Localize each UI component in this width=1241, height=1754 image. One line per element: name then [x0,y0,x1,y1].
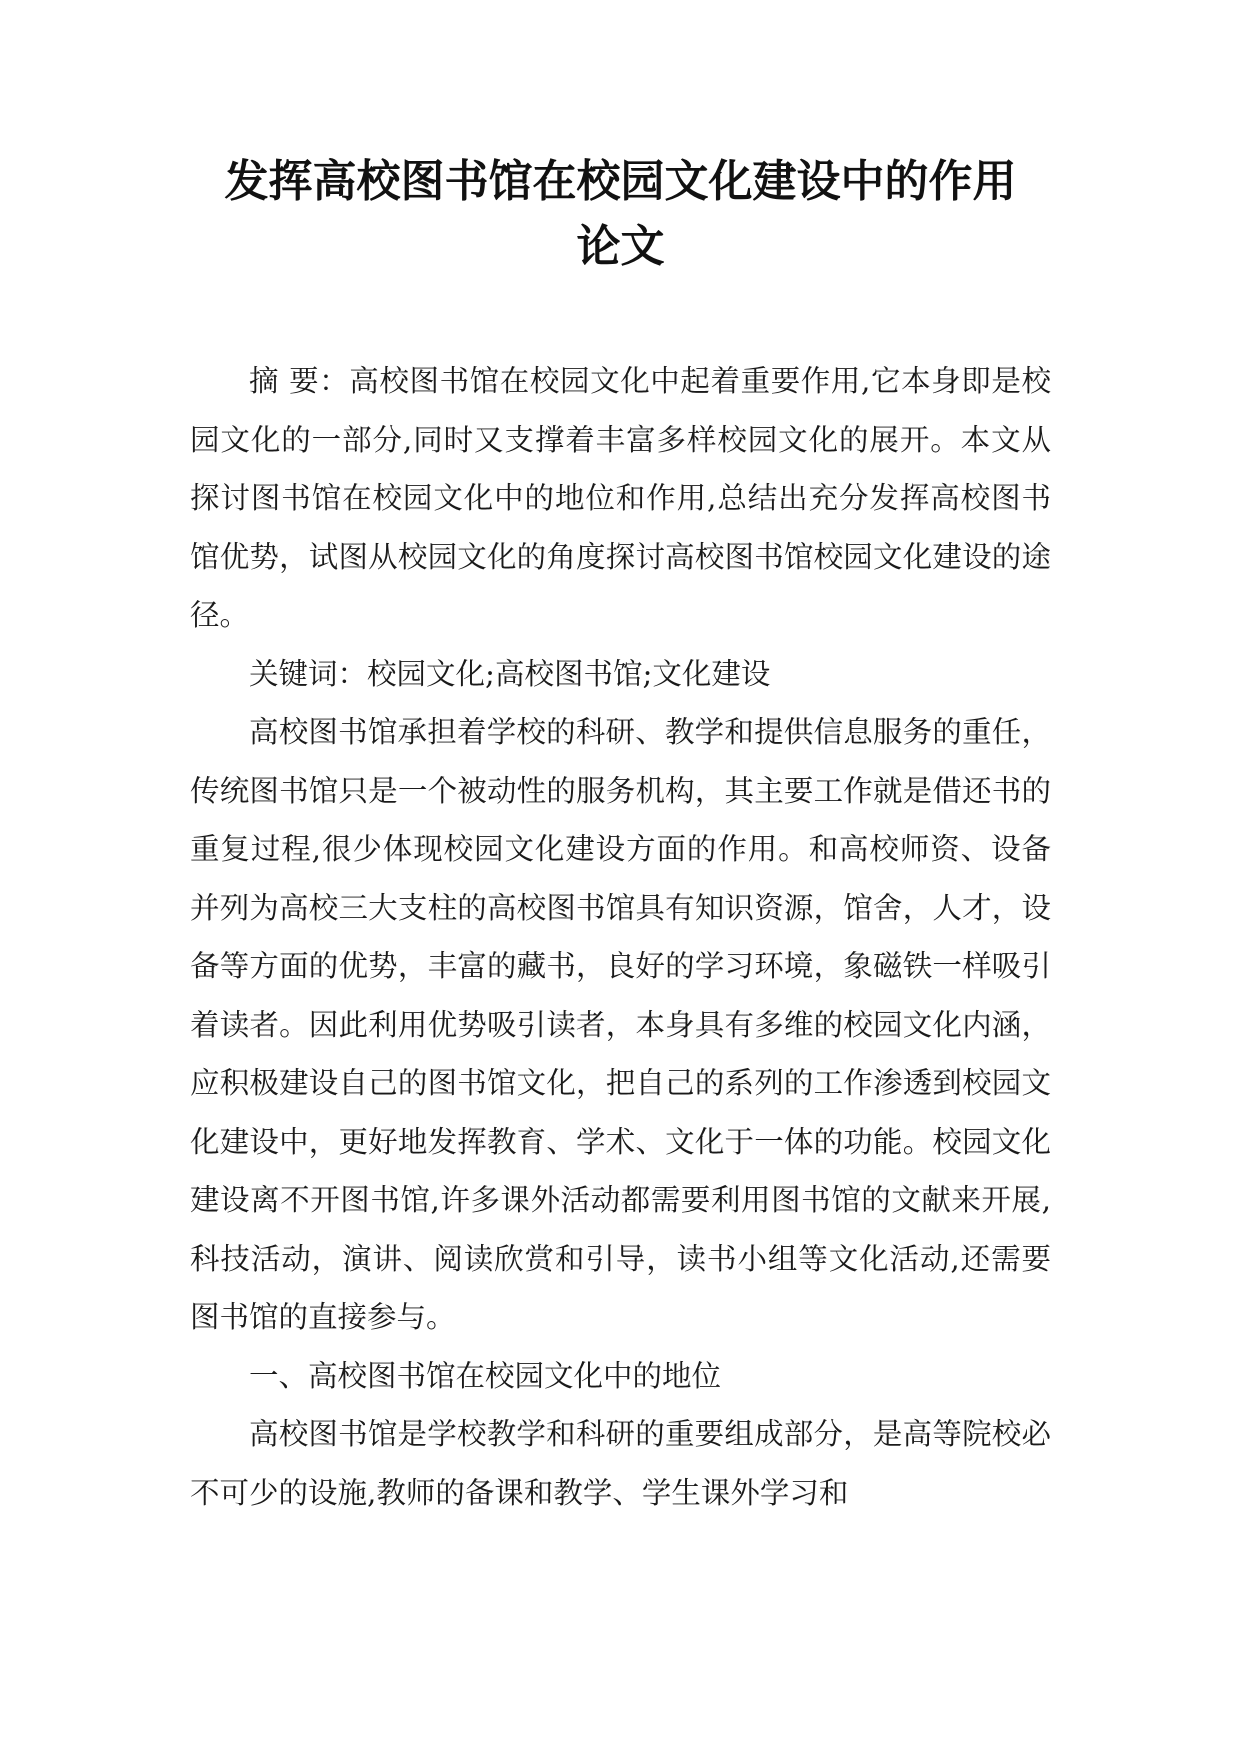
abstract-paragraph: 摘 要：高校图书馆在校园文化中起着重要作用,它本身即是校园文化的一部分,同时又支撑着丰富多样校园文化的展开。本文从探讨图书馆在校园文化中的地位和作用,总结出充分发挥高校图书馆优势，试图从校园文化的角度探讨高校图书馆校园文化建设的途径。 [190,364,1051,632]
section-paragraph: 高校图书馆是学校教学和科研的重要组成部分，是高等院校必不可少的设施,教师的备课和教学、学生课外学习和 [190,1417,1051,1510]
document-title-line-2: 论文 [576,221,665,272]
intro-paragraph: 高校图书馆承担着学校的科研、教学和提供信息服务的重任，传统图书馆只是一个被动性的服务机构，其主要工作就是借还书的重复过程,很少体现校园文化建设方面的作用。和高校师资、设备并列为高校三大支柱的高校图书馆具有知识资源，馆舍，人才，设备等方面的优势，丰富的藏书，良好的学习环境，象磁铁一样吸引着读者。因此利用优势吸引读者，本身具有多维的校园文化内涵，应积极建设自己的图书馆文化，把自己的系列的工作渗透到校园文化建设中，更好地发挥教育、学术、文化于一体的功能。校园文化建设离不开图书馆,许多课外活动都需要利用图书馆的文献来开展,科技活动，演讲、阅读欣赏和引导，读书小组等文化活动,还需要图书馆的直接参与。 [190,715,1051,1334]
keywords-paragraph: 关键词：校园文化;高校图书馆;文化建设 [249,656,771,691]
document-title-line-1: 发挥高校图书馆在校园文化建设中的作用 [224,156,1017,207]
document-body [190,352,1051,1522]
section-heading: 一、高校图书馆在校园文化中的地位 [249,1358,722,1393]
